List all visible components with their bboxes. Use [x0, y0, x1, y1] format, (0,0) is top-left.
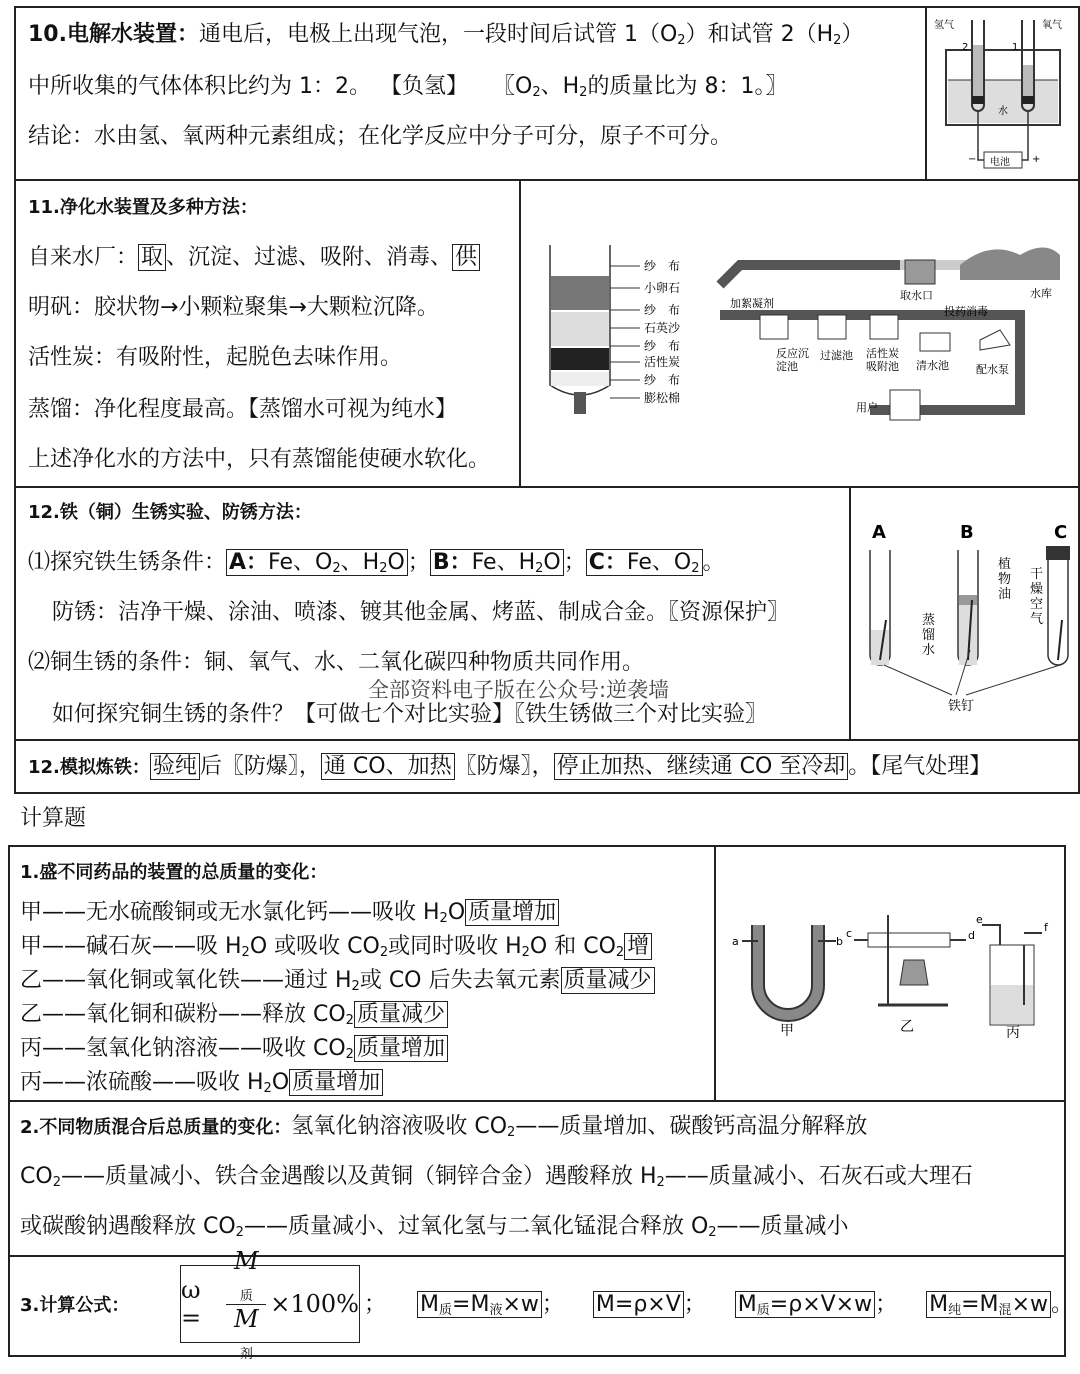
boxed-result: 质量减少 [354, 1001, 448, 1028]
apparatus-diagram [728, 905, 1058, 1045]
device-row [20, 932, 652, 968]
text: 。 [702, 550, 725, 575]
text: 、H [540, 74, 580, 99]
battery-label: 电池 [990, 157, 1010, 168]
coagulant-label: 加絮凝剂 [730, 297, 774, 310]
text: 〖O [504, 74, 533, 99]
device-row [20, 1034, 448, 1070]
oil-label: 物 [998, 572, 1012, 587]
row-text: 2 [521, 945, 530, 960]
text: 的质量比为 8：1。〗 [587, 74, 788, 99]
device-row [20, 1000, 448, 1036]
section-11-divider [519, 179, 521, 488]
row-text: 2 [345, 1047, 354, 1062]
tube-2-label: 2 [962, 42, 969, 53]
filter-layer-label: 石英沙 [644, 321, 681, 335]
text: Fe、H [471, 550, 536, 575]
text: 质 [756, 1303, 770, 1318]
disinfect-label: 投药消毒 [944, 305, 988, 318]
dry-air-label: 燥 [1030, 582, 1044, 597]
user-label: 用户 [856, 401, 878, 414]
text: ； [541, 1292, 564, 1317]
row-text: 丙——氢氧化钠溶液——吸收 CO [20, 1036, 346, 1061]
rust-experiment-diagram [856, 520, 1076, 720]
filter-diagram [540, 240, 700, 440]
text: 、沉淀、过滤、吸附、消毒、 [166, 245, 453, 270]
apparatus-jia-label: 甲 [780, 1023, 794, 1039]
text: ×w [1011, 1292, 1048, 1317]
tube-c-label: C [1054, 522, 1068, 543]
calc-1-divider [714, 845, 716, 1102]
watermark: 全部资料电子版在公众号:逆袭墙 [368, 678, 670, 702]
text: ——质量减小、铁合金遇酸以及黄铜（铜锌合金）遇酸释放 H [60, 1164, 657, 1189]
percent: ×100% [270, 1290, 359, 1318]
filter-layer-label: 活性炭 [644, 355, 681, 369]
conclusion-text: 结论：水由氢、氧两种元素组成；在化学反应中分子可分，原子不可分。 [28, 124, 733, 149]
row-text: 2 [379, 945, 389, 960]
filter-layer-label: 纱 布 [644, 339, 681, 353]
text: ——质量增加、碳酸钙高温分解释放 [515, 1114, 868, 1139]
text: 。【尾气处理】 [848, 754, 992, 779]
text: ⑴探究铁生锈条件： [28, 550, 227, 575]
filtration-label: 过滤池 [820, 349, 853, 362]
heading-text: 3.计算公式： [20, 1295, 130, 1316]
text: 后〖防爆〗， [199, 754, 321, 779]
row-text: 或 CO 后失去氧元素 [359, 968, 561, 993]
calc-3-heading [20, 1290, 129, 1321]
anti-rust-text: 防锈：洁净干燥、涂油、喷漆、镀其他金属、烤蓝、制成合金。〖资源保护〗 [52, 600, 790, 625]
boxed-result: 增 [624, 933, 652, 960]
boxed-result: 质量增加 [465, 899, 559, 926]
filter-layer-label: 膨松棉 [644, 391, 681, 405]
text: 或碳酸钠遇酸释放 CO [20, 1214, 236, 1239]
boxed-text: 供 [452, 244, 480, 271]
electrolysis-diagram [932, 10, 1074, 175]
boxed-text: 取 [138, 244, 166, 271]
text: Fe、O [626, 550, 692, 575]
copper-rust-text: ⑵铜生锈的条件：铜、氧气、水、二氧化碳四种物质共同作用。 [28, 650, 645, 675]
section-10-divider [925, 6, 927, 181]
row-text: 2 [439, 911, 448, 926]
text: M [929, 1292, 949, 1317]
text: 、H [340, 550, 380, 575]
label: C： [588, 550, 627, 575]
reservoir-label: 水库 [1030, 287, 1052, 300]
text: 中所收集的气体体积比约为 1：2。 [28, 74, 371, 99]
row-text: O [447, 900, 466, 925]
row-text: 2 [345, 1013, 354, 1028]
formula-density: M=ρ×V [593, 1291, 684, 1318]
row-text: 或同时吸收 H [388, 934, 522, 959]
port-e-label: e [976, 913, 983, 926]
text: 。 [1051, 1292, 1074, 1317]
text: 氢氧化钠溶液吸收 CO [291, 1114, 508, 1139]
pump-label: 配水泵 [976, 363, 1009, 376]
clear-water-label: 清水池 [916, 359, 949, 372]
text: ） [841, 22, 864, 47]
boxed-result: 质量增加 [289, 1069, 383, 1096]
text: CO [20, 1164, 53, 1189]
text: =M [961, 1292, 999, 1317]
copper-experiment-text: 如何探究铜生锈的条件？【可做七个对比实验】〖铁生锈做三个对比实验〗 [52, 702, 768, 727]
carbon-tank-label: 吸附池 [866, 360, 899, 373]
text: ； [683, 1292, 706, 1317]
text: 剂 [239, 1346, 253, 1362]
dry-air-label: 干 [1030, 567, 1044, 582]
tube-a-label: A [872, 522, 886, 543]
text: M [234, 1246, 259, 1275]
port-d-label: d [968, 929, 975, 942]
filter-layer-label: 纱 布 [644, 303, 681, 317]
section-12a-divider [849, 486, 851, 741]
boxed-text: 通 CO、加热 [321, 753, 455, 780]
row-text: O [271, 1070, 290, 1095]
formula-solute-density [735, 1291, 875, 1318]
text: ——质量减小、过氧化氢与二氧化锰混合释放 O [243, 1214, 709, 1239]
row-text: 2 [241, 945, 250, 960]
filter-layer-label: 纱 布 [644, 373, 681, 387]
boxed-result: 质量减少 [561, 967, 655, 994]
boxed-text: 停止加热、继续通 CO 至冷却 [554, 753, 849, 780]
calc-1-heading: 1.盛不同药品的装置的总质量的变化： [20, 862, 328, 883]
row-text: 甲——无水硫酸铜或无水氯化钙——吸收 H [20, 900, 440, 925]
carbon-tank-label: 活性炭 [866, 347, 899, 360]
filter-layer-label: 小卵石 [644, 281, 681, 295]
text: M [737, 1292, 757, 1317]
text: 混 [998, 1303, 1012, 1318]
settling-label: 反应沉 [776, 347, 809, 360]
formula-pure-mass [926, 1291, 1051, 1318]
device-row [20, 966, 655, 1002]
label: B： [432, 550, 472, 575]
text: 液 [489, 1303, 503, 1318]
formula-row [364, 1290, 1073, 1326]
summary-text: 上述净化水的方法中，只有蒸馏能使硬水软化。 [28, 447, 491, 472]
device-row [20, 1068, 383, 1104]
carbon-text: 活性炭：有吸附性，起脱色去味作用。 [28, 345, 403, 370]
text: ）和试管 2（H [685, 22, 834, 47]
row-text: 丙——浓硫酸——吸收 H [20, 1070, 264, 1095]
omega: ω = [181, 1276, 202, 1332]
text: 质 [439, 1303, 453, 1318]
text: ； [364, 1292, 387, 1317]
text: M [234, 1304, 259, 1333]
row-text: 乙——氧化铜和碳粉——释放 CO [20, 1002, 346, 1027]
filter-labels [610, 258, 681, 405]
minus-label: − [968, 154, 977, 165]
dry-air-label: 气 [1030, 612, 1044, 627]
text: 纯 [948, 1303, 962, 1318]
section-12b-heading: 12.模拟炼铁： [28, 757, 150, 778]
tube-1-label: 1 [1012, 42, 1019, 53]
text: 自来水厂： [28, 245, 139, 270]
calc-title: 计算题 [20, 806, 87, 831]
text: M [420, 1292, 439, 1317]
row-text: 乙——氧化铜或氧化铁——通过 H [20, 968, 352, 993]
port-b-label: b [836, 935, 843, 948]
row-text: 甲——碱石灰——吸 H [20, 934, 242, 959]
tube-b-label: B [960, 522, 974, 543]
text: ×w [502, 1292, 539, 1317]
text: O [543, 550, 561, 575]
plus-label: + [1032, 154, 1041, 165]
row-text: O 或吸收 CO [249, 934, 380, 959]
text: 通电后，电极上出现气泡，一段时间后试管 1（O [198, 22, 678, 47]
port-a-label: a [732, 935, 739, 948]
distilled-water-label: 蒸 [922, 613, 936, 628]
text: =ρ×V×w [769, 1292, 873, 1317]
row-text: O 和 CO [529, 934, 616, 959]
mass-fraction-formula [180, 1246, 360, 1362]
apparatus-bing-label: 丙 [1006, 1025, 1020, 1041]
water-plant-diagram [700, 235, 1070, 435]
distill-text: 蒸馏：净化程度最高。【蒸馏水可视为纯水】 [28, 397, 458, 422]
row-text: 2 [351, 979, 360, 994]
text: 〖防爆〗， [454, 754, 554, 779]
text: 质 [239, 1288, 253, 1304]
dry-air-label: 空 [1030, 597, 1044, 612]
settling-label: 淀池 [776, 360, 798, 373]
port-c-label: c [846, 927, 853, 940]
device-row [20, 898, 559, 934]
distilled-water-label: 水 [922, 643, 936, 658]
boxed-text: 验纯 [150, 753, 200, 780]
port-f-label: f [1044, 921, 1048, 934]
filter-layer-label: 纱 布 [644, 259, 681, 273]
text: ——质量减小 [716, 1214, 849, 1239]
row-text: 2 [263, 1081, 272, 1096]
distilled-water-label: 馏 [922, 628, 936, 643]
row-text: 2 [615, 945, 625, 960]
alum-text: 明矾：胶状物→小颗粒聚集→大颗粒沉降。 [28, 295, 439, 320]
intake-label: 取水口 [900, 289, 933, 302]
oxygen-label: 氧气 [1042, 20, 1062, 31]
text: ； [875, 1292, 898, 1317]
section-10-heading: 10.电解水装置： [28, 22, 199, 47]
text: ——质量减小、石灰石或大理石 [664, 1164, 973, 1189]
text: 【负氢】 [391, 74, 469, 99]
formula-solute-mass [417, 1291, 542, 1318]
text: O [387, 550, 405, 575]
text: =M [452, 1292, 490, 1317]
apparatus-yi-label: 乙 [900, 1019, 914, 1035]
boxed-result: 质量增加 [354, 1035, 448, 1062]
nail-label: 铁钉 [948, 699, 975, 714]
oil-label: 油 [998, 587, 1012, 602]
hydrogen-label: 氢气 [934, 20, 954, 31]
text: Fe、O [268, 550, 333, 575]
calc-2-heading: 2.不同物质混合后总质量的变化： [20, 1117, 292, 1138]
label: A： [229, 550, 269, 575]
section-11-heading: 11.净化水装置及多种方法： [28, 197, 258, 218]
section-12a-heading: 12.铁（铜）生锈实验、防锈方法： [28, 502, 312, 523]
water-label: 水 [998, 106, 1008, 117]
oil-label: 植 [998, 557, 1012, 572]
